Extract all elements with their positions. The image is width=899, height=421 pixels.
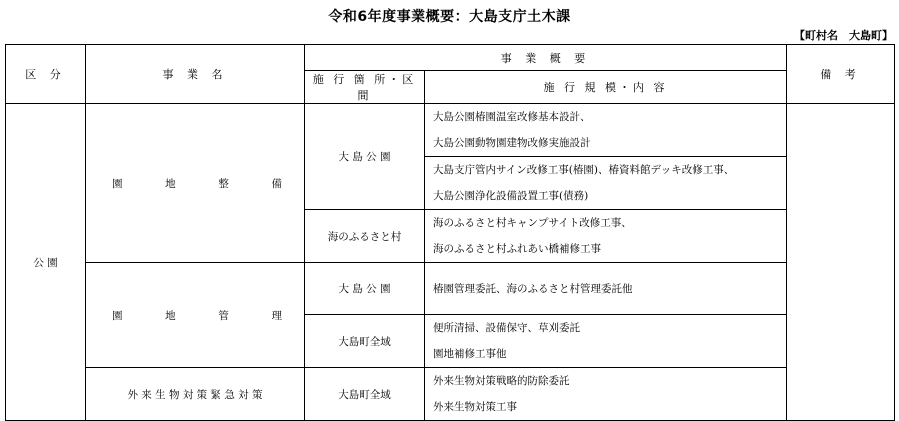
location-cell: 大島町全域 — [305, 368, 425, 421]
content-line: 便所清掃、設備保守、草刈委託 — [433, 322, 580, 334]
content-line: 外来生物対策戦略的防除委託 — [433, 375, 570, 387]
header-remarks: 備 考 — [787, 45, 895, 104]
content-line: 外来生物対策工事 — [433, 401, 517, 413]
header-location: 施 行 箇 所・区 間 — [305, 71, 425, 104]
remarks-cell — [787, 104, 895, 421]
content-line: 大島支庁管内サイン改修工事(椿園)、椿資料館デッキ改修工事、 — [433, 164, 735, 176]
town-label: 【町村名 大島町】 — [794, 29, 893, 42]
project-name-char: 備 — [271, 177, 282, 190]
content-cell — [425, 368, 787, 421]
project-name-char: 管 — [218, 309, 229, 322]
content-line: 海のふるさと村ふれあい橋補修工事 — [433, 243, 601, 255]
content-cell — [425, 104, 787, 157]
content-line: 海のふるさと村キャンプサイト改修工事、 — [433, 217, 632, 229]
content-line: 大島公園浄化設備設置工事(債務) — [433, 190, 589, 202]
content-line: 大島公園椿園温室改修基本設計、 — [433, 111, 591, 123]
location-cell: 大 島 公 園 — [305, 104, 425, 210]
category-label: 公 園 — [33, 256, 58, 269]
project-name-char: 園 — [112, 309, 123, 322]
category-cell — [6, 104, 86, 421]
content-cell — [425, 157, 787, 210]
header-category: 区 分 — [6, 45, 86, 104]
project-name-char: 整 — [218, 177, 229, 190]
header-content: 施 行 規 模・内 容 — [425, 71, 787, 104]
header-project-name: 事 業 名 — [86, 45, 305, 104]
content-cell — [425, 315, 787, 368]
project-name-char: 地 — [165, 309, 176, 322]
project-name-cell: 外 来 生 物 対 策 緊 急 対 策 — [86, 368, 305, 421]
location-cell: 海のふるさと村 — [305, 210, 425, 263]
project-table — [5, 44, 895, 421]
project-name-cell — [86, 263, 305, 368]
page-title: 令和6年度事業概要：大島支庁土木課 — [328, 9, 571, 25]
content-cell — [425, 210, 787, 263]
content-line: 大島公園動物園建物改修実施設計 — [433, 137, 591, 149]
header-overview: 事 業 概 要 — [305, 45, 787, 71]
project-name-char: 理 — [271, 309, 282, 322]
content-line: 椿園管理委託、海のふるさと村管理委託他 — [433, 282, 633, 295]
content-cell — [425, 263, 787, 315]
project-name-char: 園 — [112, 177, 123, 190]
project-name-cell — [86, 104, 305, 263]
content-line: 園地補修工事他 — [433, 348, 507, 360]
location-cell: 大 島 公 園 — [305, 263, 425, 315]
location-cell: 大島町全域 — [305, 315, 425, 368]
project-name-char: 地 — [165, 177, 176, 190]
